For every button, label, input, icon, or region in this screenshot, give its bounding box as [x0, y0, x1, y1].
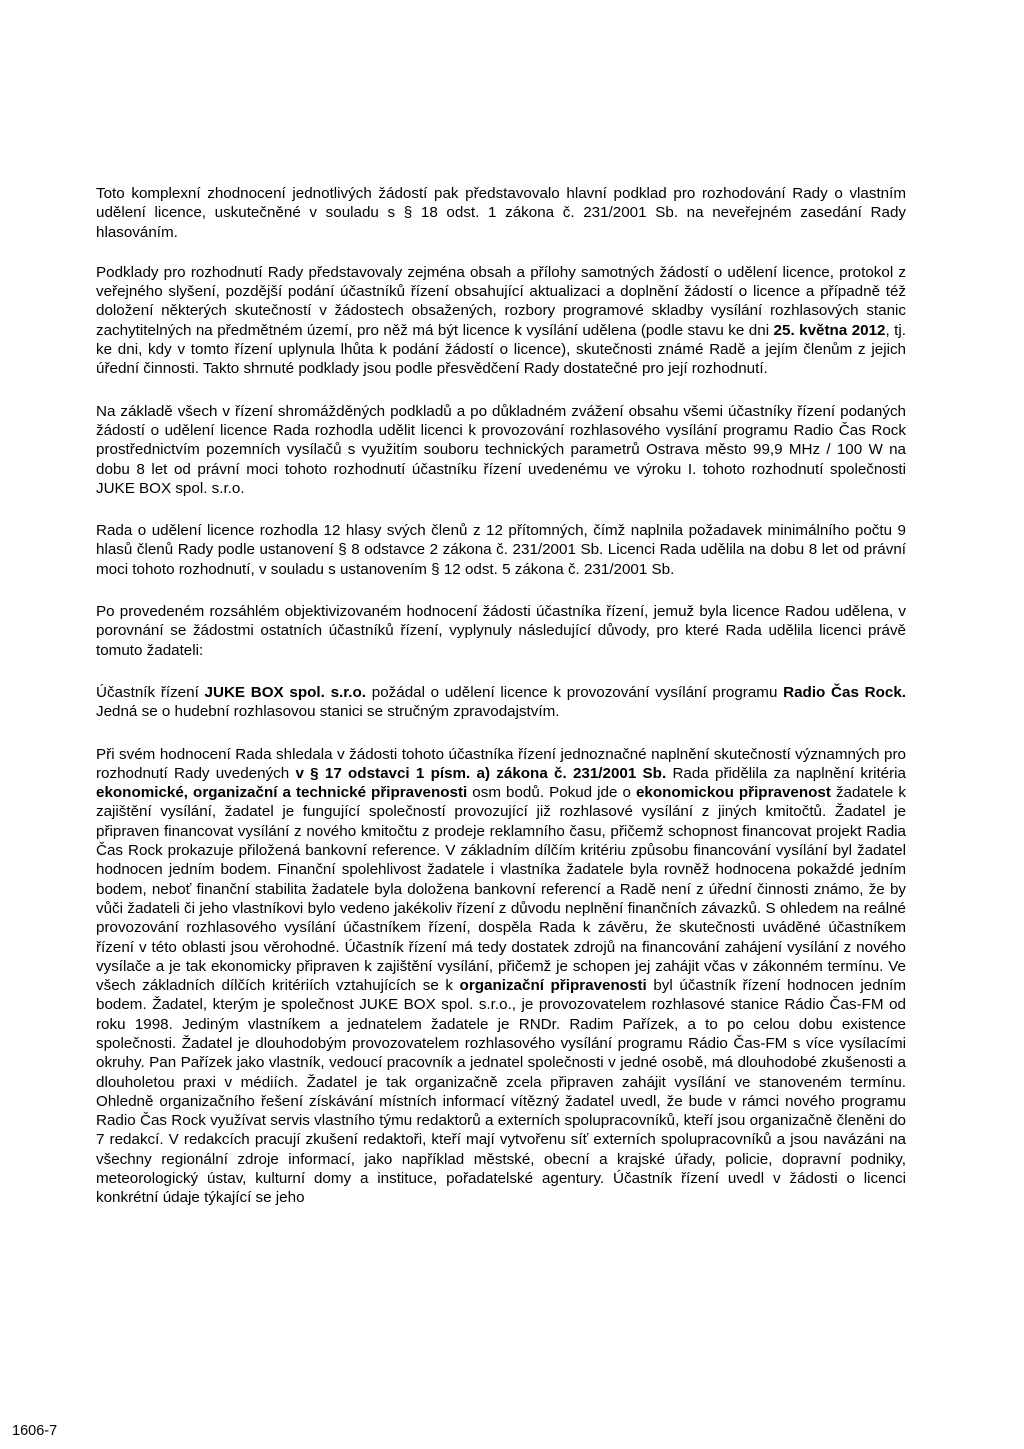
paragraph-vote: Rada o udělení licence rozhodla 12 hlasy svých členů z 12 přítomných, čímž naplnila požadavek minimálního počtu 9 hlasů členů Rady podle ustanovení § 8 odstavce 2 zákona č. 231/2001 Sb. Licenci Rada udělila na dobu 8 let od právní moci tohoto rozhodnutí, v souladu s ustanovením § 12 odst. 5 zákona č. 231/2001 Sb.	[96, 522, 906, 578]
deadline-date: 25. května 2012	[773, 321, 886, 339]
paragraph-evaluation-detail	[96, 745, 906, 1208]
paragraph-text: osm bodů. Pokud jde o	[467, 784, 636, 802]
paragraph-decision-basis	[96, 263, 906, 379]
paragraph-text: Jedná se o hudební rozhlasovou stanici se stručným zpravodajstvím.	[96, 703, 560, 721]
paragraph-text: Při svém hodnocení Rada shledala v žádosti tohoto účastníka řízení jednoznačné naplnění skutečností významných pro rozhodnutí Rady uvedených	[96, 745, 906, 782]
program-name: Radio Čas Rock.	[783, 683, 906, 701]
paragraph-text: žadatele k zajištění vysílání, žadatel je fungující společností provozující již rozhlasové vysílání z jiných kmitočtů. Žadatel je připraven financovat vysílání z nového kmitočtu z prodeje reklamního času, přičemž schopnost financovat projekt Radia Čas Rock prokazuje přiložená bankovní reference. V základním dílčím kritériu způsobu financování vysílání byl žadatel hodnocen jedním bodem. Finanční spolehlivost žadatele i vlastníka žadatele byla rovněž hodnocena pokaždé jedním bodem, neboť finanční stabilita žadatele byla doložena bankovní referencí a Radě není z úřední činnosti známo, že by vůči žadateli či jeho vlastníkovi bylo vedeno jakékoliv řízení z důvodu neplnění finančních závazků. S ohledem na reálné provozování rozhlasového vysílání účastníkem řízení, dospěla Rada k závěru, že skutečnosti uváděné účastníkem řízení v této oblasti jsou věrohodné. Účastník řízení má tedy dostatek zdrojů na financování zahájení vysílání z nového vysílače a je tak ekonomicky připraven k zajištění vysílání, přičemž je schopen jej zahájit včas v zákonném termínu. Ve všech základních dílčích kritériích vztahujících se k	[96, 784, 906, 995]
paragraph-evaluation-summary: Toto komplexní zhodnocení jednotlivých žádostí pak představovalo hlavní podklad pro rozhodování Rady o vlastním udělení licence, uskutečněné v souladu s § 18 odst. 1 zákona č. 231/2001 Sb. na neveřejném zasedání Rady hlasováním.	[96, 185, 906, 241]
law-reference: v § 17 odstavci 1 písm. a) zákona č. 231/2001 Sb.	[295, 764, 667, 782]
paragraph-text: byl účastník řízení hodnocen jedním bodem. Žadatel, kterým je společnost JUKE BOX spol. s.r.o., je provozovatelem rozhlasové stanice Rádio Čas-FM od roku 1998. Jediným vlastníkem a jednatelem žadatele je RNDr. Radim Pařízek, a to po celou dobu existence společnosti. Žadatel je dlouhodobým provozovatelem rozhlasového vysílání programu Rádio Čas-FM s více vysílacími okruhy. Pan Pařízek jako vlastník, vedoucí pracovník a jednatel společnosti v jedné osobě, má dlouhodobé zkušenosti a dlouholetou praxi v médiích. Žadatel je tak organizačně zcela připraven zahájit vysílání ve stanoveném termínu. Ohledně organizačního řešení získávání místních informací vítězný žadatel uvedl, že bude v rámci nového programu Radio Čas Rock využívat servis vlastního týmu redaktorů a externích spolupracovníků, kteří jsou organizačně členěni do 7 redakcí. V redakcích pracují zkušení redaktoři, kteří mají vytvořenu síť externích spolupracovníků a jsou navázáni na všechny regionální zdroje informací, jako například městské, obecní a krajské úřady, policie, dopravní podniky, meteorologický ústav, kulturní domy a instituce, pořadatelské agentury. Účastník řízení uvedl v žádosti o licenci konkrétní údaje týkající se jeho	[96, 977, 906, 1207]
paragraph-applicant	[96, 683, 906, 722]
economic-readiness: ekonomickou připravenost	[635, 784, 831, 802]
paragraph-reasons-intro: Po provedeném rozsáhlém objektivizovaném hodnocení žádosti účastníka řízení, jemuž byla licence Radou udělena, v porovnání se žádostmi ostatních účastníků řízení, vyplynuly následující důvody, pro které Rada udělila licenci právě tomuto žadateli:	[96, 603, 906, 659]
paragraph-text: Rada přidělila za naplnění kritéria	[666, 764, 906, 782]
paragraph-text: Účastník řízení	[96, 683, 205, 701]
paragraph-text: požádal o udělení licence k provozování vysílání programu	[366, 683, 784, 701]
page-number: 1606-7	[12, 1423, 58, 1439]
document-body	[96, 184, 906, 1231]
criterion-name: ekonomické, organizační a technické připravenosti	[96, 784, 468, 802]
paragraph-text: , tj. ke dni, kdy v tomto řízení uplynula lhůta k podání žádostí o licence), skutečnosti známé Radě a jejím členům z jejich úřední činnosti. Takto shrnuté podklady jsou podle přesvědčení Rady dostatečné pro její rozhodnutí.	[96, 321, 906, 378]
paragraph-license-granted: Na základě všech v řízení shromážděných podkladů a po důkladném zvážení obsahu všemi účastníky řízení podaných žádostí o udělení licence Rada rozhodla udělit licenci k provozování rozhlasového vysílání programu Radio Čas Rock prostřednictvím pozemních vysílačů s využitím souboru technických parametrů Ostrava město 99,9 MHz / 100 W na dobu 8 let od právní moci tohoto rozhodnutí účastníku řízení uvedenému ve výroku I. tohoto rozhodnutí společnosti JUKE BOX spol. s.r.o.	[96, 402, 906, 497]
paragraph-text: Podklady pro rozhodnutí Rady představovaly zejména obsah a přílohy samotných žádostí o udělení licence, protokol z veřejného slyšení, pozdější podání účastníků řízení obsahující aktualizaci a doplnění žádostí o licence a případně též doložení některých skutečností v žádostech obsažených, rozbory programové skladby vysílání rozhlasových stanic zachytitelných na předmětném území, pro něž má být licence k vysílání udělena (podle stavu ke dni	[96, 263, 906, 339]
organizational-readiness: organizační připravenosti	[459, 977, 647, 995]
applicant-name: JUKE BOX spol. s.r.o.	[204, 683, 367, 701]
